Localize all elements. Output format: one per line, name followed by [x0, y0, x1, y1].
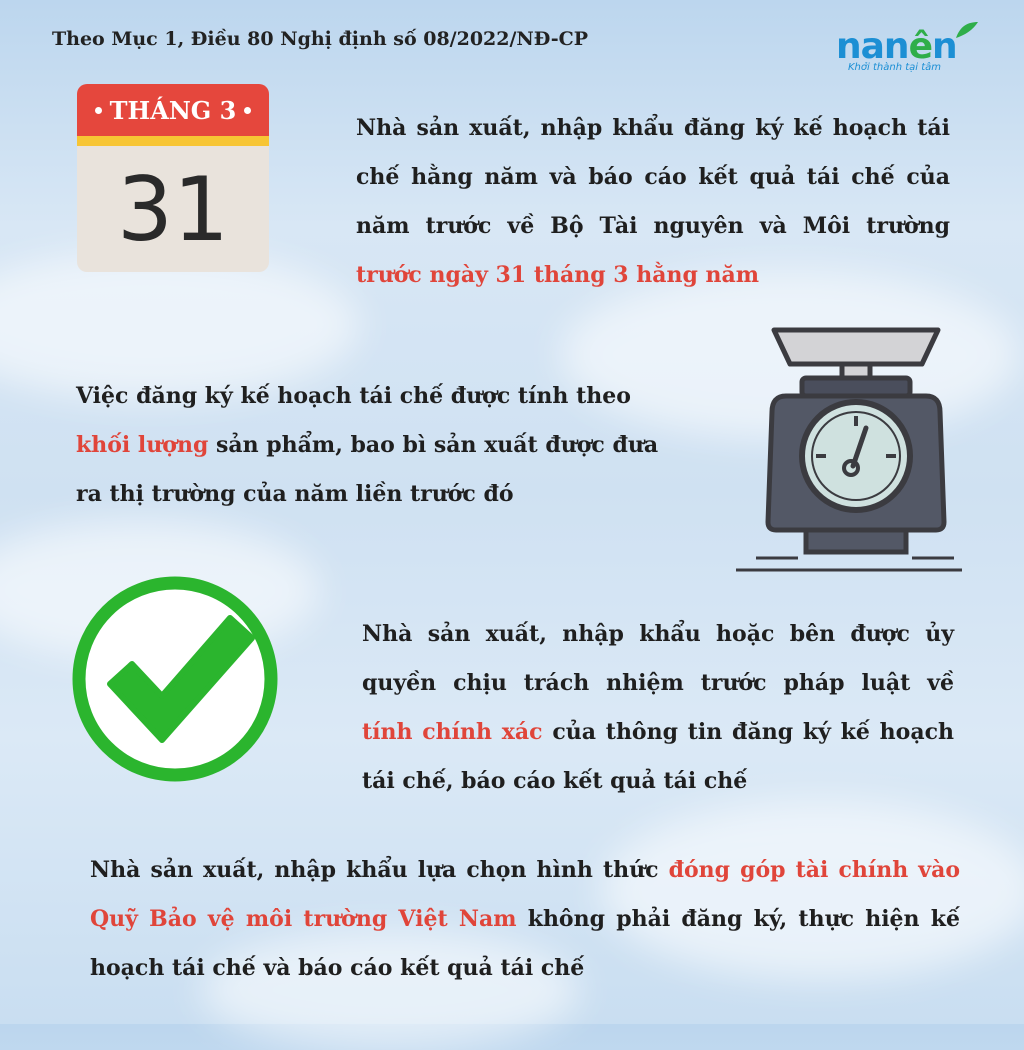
section-line: hoạch tái chế và báo cáo kết quả tái chế	[90, 955, 585, 981]
section-deadline	[356, 104, 950, 300]
section-accuracy	[362, 610, 954, 806]
section-line: Việc đăng ký kế hoạch tái chế được tính theo	[76, 383, 631, 409]
accuracy-highlight: tính chính xác	[362, 719, 543, 745]
logo-tagline: Khởi thành tại tâm	[848, 62, 942, 73]
section-line: quyền chịu trách nhiệm trước pháp luật về	[362, 670, 954, 696]
leaf-icon	[954, 20, 980, 40]
section-line: chế hằng năm và báo cáo kết quả tái chế của	[356, 164, 950, 190]
check-circle-icon	[70, 574, 280, 784]
section-line: không phải đăng ký, thực hiện kế	[516, 906, 960, 932]
calendar-dot	[244, 107, 251, 114]
deadline-highlight: trước ngày 31 tháng 3 hằng năm	[356, 262, 760, 288]
legal-reference: Theo Mục 1, Điều 80 Nghị định số 08/2022/NĐ-CP	[52, 28, 589, 50]
section-fund	[90, 846, 960, 993]
section-line: sản phẩm, bao bì sản xuất được đưa	[208, 432, 659, 458]
calendar-month-bar	[77, 84, 269, 136]
calendar-dot	[95, 107, 102, 114]
section-line: tái chế, báo cáo kết quả tái chế	[362, 768, 748, 794]
calendar-icon	[77, 84, 269, 272]
calendar-day: 31	[77, 146, 269, 272]
logo-wordmark: nanên	[836, 26, 957, 67]
section-line: của thông tin đăng ký kế hoạch	[542, 719, 954, 745]
weighing-scale-icon	[736, 316, 976, 586]
section-line: Nhà sản xuất, nhập khẩu đăng ký kế hoạch tái	[356, 115, 950, 141]
brand-logo	[836, 20, 996, 76]
volume-highlight: khối lượng	[76, 432, 209, 458]
fund-highlight-2: Quỹ Bảo vệ môi trường Việt Nam	[90, 906, 517, 932]
section-line: năm trước về Bộ Tài nguyên và Môi trường	[356, 213, 950, 239]
fund-highlight-1: đóng góp tài chính vào	[668, 857, 960, 883]
section-line: Nhà sản xuất, nhập khẩu hoặc bên được ủy	[362, 621, 954, 647]
section-line: Nhà sản xuất, nhập khẩu lựa chọn hình thức	[90, 857, 669, 883]
calendar-strip	[77, 136, 269, 146]
calendar-month: THÁNG 3	[109, 95, 237, 125]
section-line: ra thị trường của năm liền trước đó	[76, 481, 514, 507]
section-volume	[76, 372, 676, 519]
